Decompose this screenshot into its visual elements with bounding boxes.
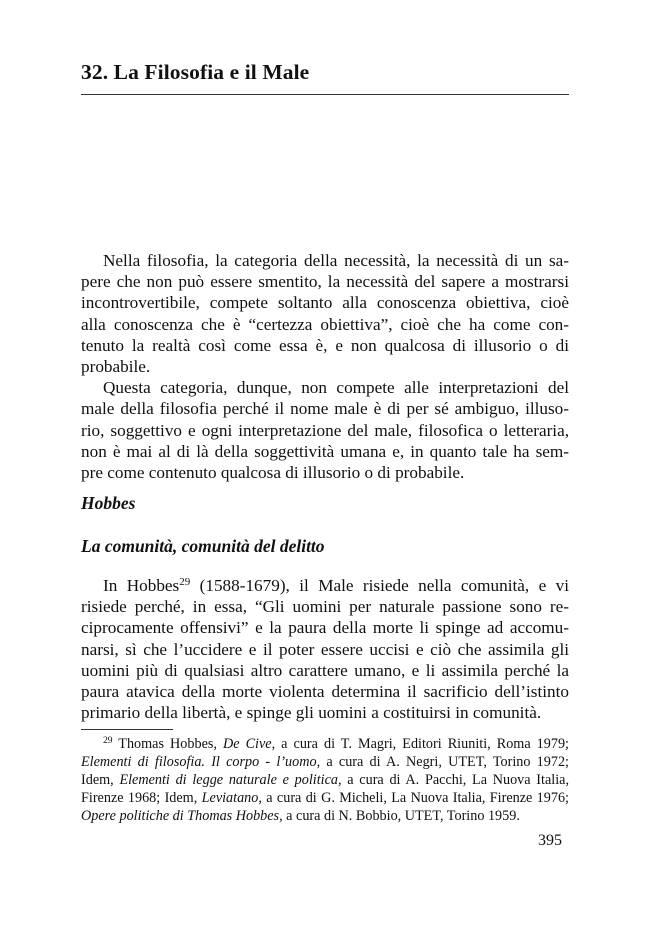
- text-line: ciprocamente offensivi” e la paura della morte li spinge ad accomu-: [81, 618, 569, 638]
- page-number: 395: [538, 832, 562, 849]
- footnote-29: [81, 735, 569, 825]
- text-line: rio, soggettivo e ogni interpretazione del male, filosofica o letteraria,: [81, 420, 569, 440]
- footnote-line: $^{29}$ Thomas Hobbes, De Cive, a cura di T. Magri, Editori Riuniti, Roma 1979;: [103, 736, 569, 752]
- footnote-number: 29: [103, 736, 113, 746]
- text-line: uomini più di qualsiasi altro carattere umano, e li assimila perché la: [81, 660, 569, 680]
- footnote-line: Idem, Elementi di legge naturale e politica, a cura di A. Pacchi, La Nuova Italia,: [81, 772, 569, 788]
- footnote-reference[interactable]: 29: [179, 576, 191, 588]
- text-line: pere che non può essere smentito, la necessità del sapere a mostrarsi: [81, 272, 569, 292]
- section-heading: Hobbes: [81, 493, 136, 513]
- footnote-line: Firenze 1968; Idem, Leviatano, a cura di G. Micheli, La Nuova Italia, Firenze 1976;: [81, 790, 569, 806]
- text-line: primario della libertà, e spinge gli uomini a costituirsi in comunità.: [81, 703, 542, 723]
- text-line: risiede perché, in essa, “Gli uomini per naturale passione sono re-: [81, 597, 569, 617]
- text-line: Questa categoria, dunque, non compete alle interpretazioni del: [103, 378, 569, 398]
- text-line: probabile.: [81, 357, 151, 377]
- paragraph-3: [81, 575, 569, 723]
- paragraph-1: [81, 250, 569, 483]
- text-line: tenuto la realtà così come essa è, e non qualcosa di illusorio o di: [81, 335, 569, 355]
- text-line: pre come contenuto qualcosa di illusorio o di probabile.: [81, 463, 465, 483]
- text-line: non è mai al di là della soggettività umana e, in quanto tale ha sem-: [81, 441, 569, 461]
- text-line: incontrovertibile, compete soltanto alla conoscenza obiettiva, cioè: [81, 293, 569, 313]
- text-line: male della filosofia perché il nome male è di per sé ambiguo, illuso-: [81, 399, 569, 419]
- text-line: Nella filosofia, la categoria della necessità, la necessità di un sa-: [103, 251, 569, 270]
- footnote-line: Elementi di filosofia. Il corpo - l’uomo, a cura di A. Negri, UTET, Torino 1972;: [81, 754, 570, 770]
- title-rule: [81, 94, 569, 95]
- footnote-separator: [81, 729, 173, 730]
- subsection-heading: La comunità, comunità del delitto: [81, 536, 325, 556]
- text-line: paura atavica della morte violenta determina il sacrificio dell’istinto: [81, 682, 569, 702]
- text-line: alla conoscenza che è “certezza obiettiva”, cioè che ha come con-: [81, 314, 569, 334]
- text-line: In Hobbes$^{29}$ (1588-1679), il Male risiede nella comunità, e vi: [103, 576, 569, 595]
- text-line: narsi, sì che l’uccidere e il poter essere uccisi e ciò che assimila gli: [81, 639, 569, 659]
- footnote-line: Opere politiche di Thomas Hobbes, a cura di N. Bobbio, UTET, Torino 1959.: [81, 808, 520, 824]
- chapter-title: 32. La Filosofia e il Male: [81, 60, 310, 84]
